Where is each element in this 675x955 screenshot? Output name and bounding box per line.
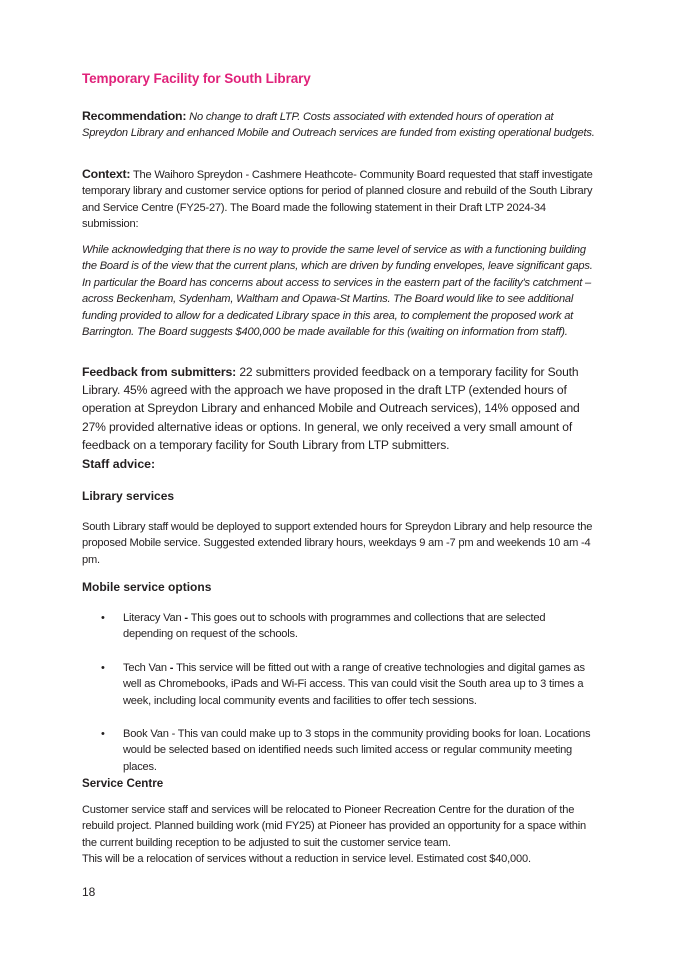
feedback-text: 22 submitters provided feedback on a temporary facility for South Library. 45% agreed with the approach we have proposed in the draft LTP (extended hours of operation at Spreydon Library and enhanced Mobile and Outreach services), 14% opposed and 27% provided alternative ideas or options. In general, we only received a very small amount of feedback on a temporary facility for South Library from LTP submitters. <box>82 365 580 452</box>
section-title: Temporary Facility for South Library <box>82 71 311 86</box>
recommendation-text: No change to draft LTP. Costs associated with extended hours of operation at Spreydon Library and enhanced Mobile and Outreach services are funded from existing operational budgets. <box>82 111 595 140</box>
bullet-icon: • <box>101 728 105 741</box>
recommendation-paragraph <box>82 108 596 142</box>
item-separator: - <box>166 661 177 674</box>
item-name: Literacy Van <box>123 612 182 624</box>
context-label: Context: <box>82 167 131 181</box>
item-text: This goes out to schools with programmes and collections that are selected depending on request of the schools. <box>123 612 546 641</box>
feedback-paragraph <box>82 363 596 454</box>
bullet-icon: • <box>101 612 105 624</box>
board-quote: While acknowledging that there is no way to provide the same level of service as with a functioning building the Board is of the view that the current plans, which are driven by funding envelopes, leave significant gaps. In particular the Board has concerns about access to services in the eastern part of the facility's catchment – across Beckenham, Sydenham, Waltham and Opawa-St Martins. The Board would like to see additional funding provided to allow for a dedicated Library space in this area, to complement the proposed work at Barrington. The Board suggests $400,000 be made available for this (waiting on information from staff). <box>82 244 593 339</box>
list-item-literacy-van <box>82 610 596 643</box>
feedback-label: Feedback from submitters: <box>82 365 237 379</box>
item-name: Tech Van <box>123 661 167 674</box>
item-text: This service will be fitted out with a range of creative technologies and digital games as well as Chromebooks, iPads and Wi-Fi access. This van could visit the South area up to 3 times a week, including local community events and facilities to offer tech sessions. <box>123 661 585 707</box>
service-centre-text <box>82 802 596 868</box>
list-item-tech-van <box>82 660 596 709</box>
service-centre-text-2: This will be a relocation of services without a reduction in service level. Estimated cost $40,000. <box>82 853 531 866</box>
mobile-service-list <box>82 610 596 792</box>
recommendation-label: Recommendation: <box>82 109 187 123</box>
library-services-text: South Library staff would be deployed to support extended hours for Spreydon Library and help resource the proposed Mobile service. Suggested extended library hours, weekdays 9 am -7 pm and weekends 10 am -4 pm. <box>82 521 593 566</box>
item-name: Book Van <box>123 728 169 741</box>
item-separator: - <box>168 728 178 741</box>
bullet-icon: • <box>101 661 105 674</box>
item-text: This van could make up to 3 stops in the community providing books for loan. Locations would be selected based on identified needs such limited access or regular community meeting places. <box>123 728 591 773</box>
item-separator: - <box>181 612 191 624</box>
page-number: 18 <box>82 885 96 899</box>
context-paragraph <box>82 166 596 233</box>
staff-advice-heading: Staff advice: <box>82 457 156 471</box>
library-services-heading: Library services <box>82 489 175 503</box>
service-centre-text-1: Customer service staff and services will be relocated to Pioneer Recreation Centre for the duration of the rebuild project. Planned building work (mid FY25) at Pioneer has provided an opportunity for a space within the current building reception to be adjusted to suit the customer service team. <box>82 804 586 849</box>
context-text: The Waihoro Spreydon - Cashmere Heathcote- Community Board requested that staff investigate temporary library and customer service options for period of planned closure and rebuild of the South Library and Service Centre (FY25-27). The Board made the following statement in their Draft LTP 2024-34 submission: <box>82 169 593 231</box>
mobile-service-heading: Mobile service options <box>82 580 212 594</box>
service-centre-heading: Service Centre <box>82 777 164 790</box>
list-item-book-van <box>82 726 596 775</box>
